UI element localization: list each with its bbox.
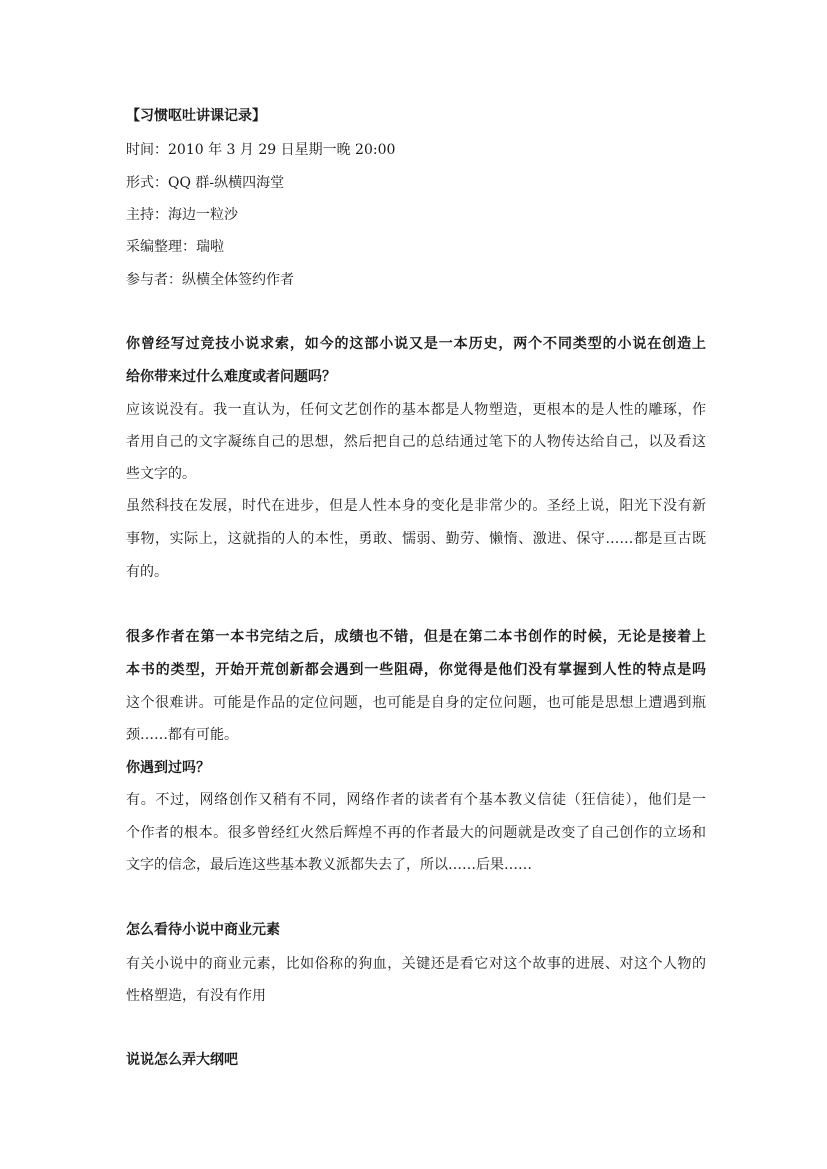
answer-line: 者用自己的文字凝练自己的思想，然后把自己的总结通过笔下的人物传达给自己，以及看这: [126, 434, 706, 450]
answer-line: 有关小说中的商业元素，比如俗称的狗血，关键还是看它对这个故事的进展、对这个人物的: [126, 956, 706, 972]
question-line: 说说怎么弄大纲吧: [126, 1052, 238, 1068]
question-line: 本书的类型，开始开荒创新都会遇到一些阻碍，你觉得是他们没有掌握到人性的特点是吗: [126, 662, 706, 678]
answer-line: 虽然科技在发展，时代在进步，但是人性本身的变化是非常少的。圣经上说，阳光下没有新: [126, 498, 706, 514]
answer-line: 有。不过，网络创作又稍有不同，网络作者的读者有个基本教义信徒（狂信徒），他们是一: [126, 792, 706, 808]
followup-question: 你遇到过吗？: [126, 760, 210, 776]
meta-participants: 参与者：纵横全体签约作者: [126, 272, 294, 288]
answer-line: 事物，实际上，这就指的人的本性，勇敢、懦弱、勤劳、懒惰、激进、保守……都是亘古既: [126, 531, 706, 547]
answer-line: 颈……都有可能。: [126, 727, 238, 743]
question-line: 你曾经写过竞技小说求索，如今的这部小说又是一本历史，两个不同类型的小说在创造上: [126, 336, 706, 352]
meta-time: 时间：2010 年 3 月 29 日星期一晚 20:00: [126, 142, 396, 158]
answer-line: 个作者的根本。很多曾经红火然后辉煌不再的作者最大的问题就是改变了自己创作的立场和: [126, 825, 706, 841]
answer-line: 这个很难讲。可能是作品的定位问题，也可能是自身的定位问题，也可能是思想上遭遇到瓶: [126, 695, 706, 711]
answer-line: 有的。: [126, 564, 168, 580]
question-line: 很多作者在第一本书完结之后，成绩也不错，但是在第二本书创作的时候，无论是接着上: [126, 629, 706, 645]
meta-editor: 采编整理：瑞啦: [126, 239, 224, 255]
question-line: 怎么看待小说中商业元素: [126, 922, 280, 938]
question-line: 给你带来过什么难度或者问题吗？: [126, 369, 336, 385]
document-title: 【习惯呕吐讲课记录】: [126, 108, 266, 124]
meta-form: 形式：QQ 群-纵横四海堂: [126, 175, 285, 191]
answer-line: 文字的信念，最后连这些基本教义派都失去了，所以……后果……: [126, 857, 532, 873]
answer-line: 应该说没有。我一直认为，任何文艺创作的基本都是人物塑造，更根本的是人性的雕琢，作: [126, 402, 706, 418]
answer-line: 性格塑造，有没有作用: [126, 988, 266, 1004]
answer-line: 些文字的。: [126, 466, 196, 482]
meta-host: 主持：海边一粒沙: [126, 207, 238, 223]
